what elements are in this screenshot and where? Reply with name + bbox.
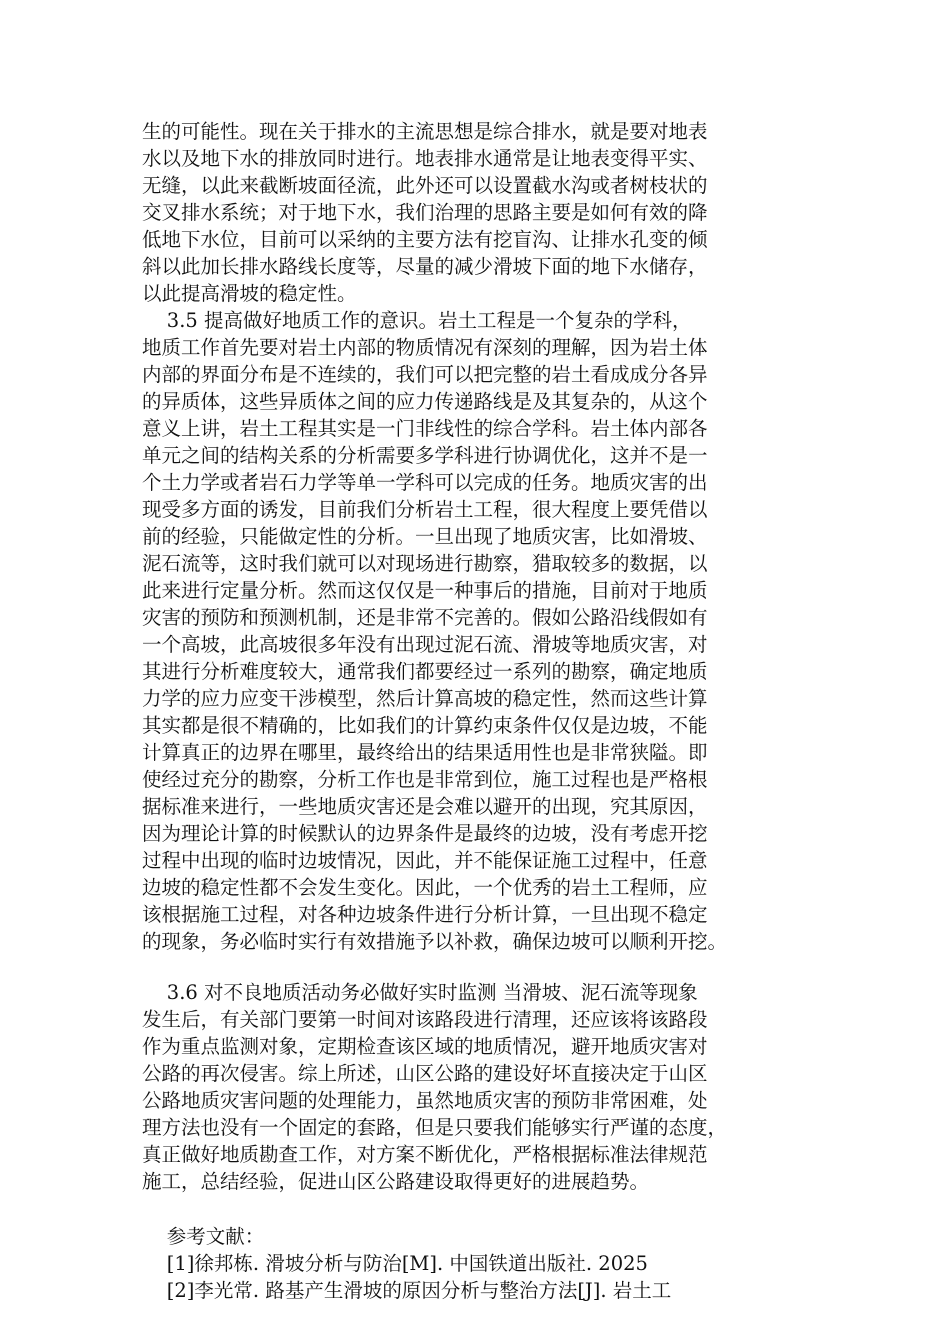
text-line: 因为理论计算的时候默认的边界条件是最终的边坡，没有考虑开挖 (142, 822, 708, 845)
text-line: 此来进行定量分析。然而这仅仅是一种事后的措施，目前对于地质 (142, 579, 708, 602)
text-line: 的异质体，这些异质体之间的应力传递路线是及其复杂的，从这个 (142, 390, 708, 413)
text-line: 计算真正的边界在哪里，最终给出的结果适用性也是非常狭隘。即 (142, 741, 708, 764)
text-line: 其实都是很不精确的，比如我们的计算约束条件仅仅是边坡，不能 (142, 714, 708, 737)
document-page (142, 118, 808, 1304)
text-line: 一个高坡，此高坡很多年没有出现过泥石流、滑坡等地质灾害，对 (142, 633, 708, 656)
text-line: 低地下水位，目前可以采纳的主要方法有挖盲沟、让排水孔变的倾 (142, 228, 708, 251)
text-line: 无缝，以此来截断坡面径流，此外还可以设置截水沟或者树枝状的 (142, 174, 708, 197)
paragraph-drainage (142, 118, 808, 307)
text-line: 单元之间的结构关系的分析需要多学科进行协调优化，这并不是一 (142, 444, 708, 467)
text-line: 边坡的稳定性都不会发生变化。因此，一个优秀的岩土工程师，应 (142, 876, 708, 899)
text-line: 发生后，有关部门要第一时间对该路段进行清理，还应该将该路段 (142, 1008, 708, 1031)
text-line: 3.5 提高做好地质工作的意识。岩土工程是一个复杂的学科， (142, 309, 692, 332)
text-line: 以此提高滑坡的稳定性。 (142, 282, 357, 305)
reference-item: [1]徐邦栋. 滑坡分析与防治[M]. 中国铁道出版社. 2025 (142, 1252, 648, 1275)
reference-item: [2]李光常. 路基产生滑坡的原因分析与整治方法[J]. 岩土工 (142, 1279, 672, 1302)
paragraph-section-3-5 (142, 307, 808, 955)
text-line: 真正做好地质勘查工作，对方案不断优化，严格根据标准法律规范 (142, 1143, 708, 1166)
references-heading: 参考文献： (142, 1225, 265, 1248)
text-line: 泥石流等，这时我们就可以对现场进行勘察，猎取较多的数据，以 (142, 552, 708, 575)
text-line: 施工，总结经验，促进山区公路建设取得更好的进展趋势。 (142, 1170, 650, 1193)
text-line: 交叉排水系统；对于地下水，我们治理的思路主要是如何有效的降 (142, 201, 708, 224)
text-line: 公路的再次侵害。综上所述，山区公路的建设好坏直接决定于山区 (142, 1062, 708, 1085)
text-line: 水以及地下水的排放同时进行。地表排水通常是让地表变得平实、 (142, 147, 708, 170)
text-line: 意义上讲，岩土工程其实是一门非线性的综合学科。岩土体内部各 (142, 417, 708, 440)
paragraph-section-3-6 (142, 979, 808, 1195)
text-line: 其进行分析难度较大，通常我们都要经过一系列的勘察，确定地质 (142, 660, 708, 683)
text-line: 前的经验，只能做定性的分析。一旦出现了地质灾害，比如滑坡、 (142, 525, 708, 548)
text-line: 据标准来进行，一些地质灾害还是会难以避开的出现，究其原因， (142, 795, 708, 818)
text-line: 斜以此加长排水路线长度等，尽量的减少滑坡下面的地下水储存， (142, 255, 708, 278)
text-line: 的现象，务必临时实行有效措施予以补救，确保边坡可以顺利开挖。 (142, 930, 728, 953)
text-line: 理方法也没有一个固定的套路，但是只要我们能够实行严谨的态度， (142, 1116, 728, 1139)
text-line: 灾害的预防和预测机制，还是非常不完善的。假如公路沿线假如有 (142, 606, 708, 629)
text-line: 使经过充分的勘察，分析工作也是非常到位，施工过程也是严格根 (142, 768, 708, 791)
text-line: 力学的应力应变干涉模型，然后计算高坡的稳定性，然而这些计算 (142, 687, 708, 710)
text-line: 公路地质灾害问题的处理能力，虽然地质灾害的预防非常困难，处 (142, 1089, 708, 1112)
text-line: 过程中出现的临时边坡情况，因此，并不能保证施工过程中，任意 (142, 849, 708, 872)
text-line: 生的可能性。现在关于排水的主流思想是综合排水，就是要对地表 (142, 120, 708, 143)
text-line: 该根据施工过程，对各种边坡条件进行分析计算，一旦出现不稳定 (142, 903, 708, 926)
references-section (142, 1223, 808, 1304)
text-line: 现受多方面的诱发，目前我们分析岩土工程，很大程度上要凭借以 (142, 498, 708, 521)
text-line: 个土力学或者岩石力学等单一学科可以完成的任务。地质灾害的出 (142, 471, 708, 494)
text-line: 地质工作首先要对岩土内部的物质情况有深刻的理解，因为岩土体 (142, 336, 708, 359)
paragraph-spacer (142, 1195, 808, 1223)
text-line: 内部的界面分布是不连续的，我们可以把完整的岩土看成成分各异 (142, 363, 708, 386)
text-line: 3.6 对不良地质活动务必做好实时监测 当滑坡、泥石流等现象 (142, 981, 698, 1004)
text-line: 作为重点监测对象，定期检查该区域的地质情况，避开地质灾害对 (142, 1035, 708, 1058)
paragraph-spacer (142, 955, 808, 979)
